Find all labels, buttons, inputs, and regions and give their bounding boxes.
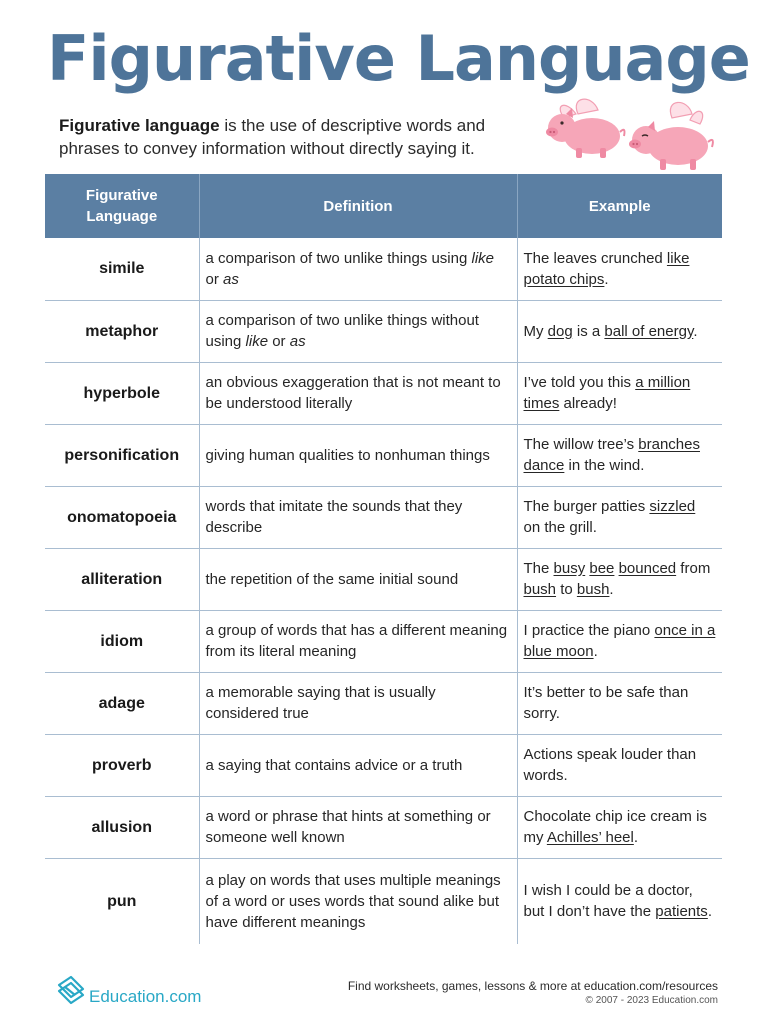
- intro-text: is the use of descriptive words and phrases to convey information without directly saying it.: [59, 116, 486, 158]
- term-cell: proverb: [45, 734, 199, 796]
- example-cell: [517, 548, 722, 610]
- text-segment: a comparison of two unlike things without using: [205, 312, 479, 350]
- table-row: [45, 424, 722, 486]
- text-segment: .: [707, 903, 712, 921]
- term-cell: personification: [45, 424, 199, 486]
- text-segment: in the wind.: [564, 457, 645, 474]
- underlined-text: busy: [553, 560, 586, 577]
- definition-cell: [199, 548, 517, 610]
- text-segment: or: [205, 270, 224, 288]
- definition-cell: [199, 672, 517, 734]
- term-cell: allusion: [45, 796, 199, 858]
- text-segment: .: [604, 270, 609, 288]
- underlined-text: bush: [576, 581, 610, 598]
- term-cell: pun: [45, 858, 199, 944]
- term-cell: idiom: [45, 610, 199, 672]
- table-row: [45, 548, 722, 610]
- flying-pigs-illustration: [540, 92, 720, 184]
- italic-text: as: [223, 270, 239, 288]
- pig-left-icon: [546, 99, 625, 158]
- term-cell: onomatopoeia: [45, 486, 199, 548]
- example-cell: [517, 300, 722, 362]
- text-segment: words that imitate the sounds that they describe: [205, 498, 463, 536]
- table-row: [45, 362, 722, 424]
- education-logo: [55, 972, 201, 1008]
- figurative-language-table: [45, 174, 722, 944]
- text-segment: I’ve told you this: [523, 374, 636, 391]
- definition-cell: [199, 238, 517, 300]
- footer-copyright: © 2007 - 2023 Education.com: [585, 995, 718, 1006]
- italic-text: as: [289, 333, 306, 350]
- text-segment: Chocolate chip ice cream is my: [523, 808, 707, 846]
- table-row: [45, 486, 722, 548]
- underlined-text: ball of energy: [604, 322, 694, 340]
- definition-cell: [199, 486, 517, 548]
- term-cell: alliteration: [45, 548, 199, 610]
- text-segment: .: [609, 581, 614, 598]
- text-segment: The burger patties: [523, 498, 650, 515]
- underlined-text: dog: [547, 322, 573, 340]
- italic-text: like: [245, 333, 269, 350]
- text-segment: .: [633, 829, 639, 846]
- example-cell: [517, 238, 722, 300]
- intro-term: Figurative language: [59, 116, 220, 135]
- definition-cell: [199, 858, 517, 944]
- definition-cell: [199, 424, 517, 486]
- text-segment: It’s better to be safe than sorry.: [523, 684, 689, 722]
- text-segment: a play on words that uses multiple meanings of a word or uses words that sound alike but have different meanings: [205, 871, 501, 931]
- header-figurative-language: Figurative Language: [45, 174, 199, 238]
- underlined-text: like potato chips: [523, 249, 690, 288]
- definition-cell: [199, 796, 517, 858]
- text-segment: .: [693, 322, 698, 340]
- header-definition: Definition: [199, 174, 517, 238]
- logo-text: Education.com: [89, 987, 202, 1006]
- table-row: [45, 300, 722, 362]
- text-segment: a saying that contains advice or a truth: [205, 756, 463, 774]
- text-segment: a memorable saying that is usually considered true: [205, 684, 436, 722]
- example-cell: [517, 610, 722, 672]
- example-cell: [517, 858, 722, 944]
- example-cell: [517, 796, 722, 858]
- text-segment: I practice the piano: [523, 622, 655, 639]
- term-cell: simile: [45, 238, 199, 300]
- page-title: Figurative Language: [47, 22, 750, 95]
- term-cell: adage: [45, 672, 199, 734]
- text-segment: a group of words that has a different meaning from its literal meaning: [205, 622, 508, 660]
- definition-cell: [199, 734, 517, 796]
- example-cell: [517, 486, 722, 548]
- definition-cell: [199, 300, 517, 362]
- text-segment: an obvious exaggeration that is not meant to be understood literally: [205, 374, 501, 412]
- text-segment: .: [593, 643, 598, 660]
- underlined-text: sizzled: [649, 498, 696, 515]
- definition-cell: [199, 362, 517, 424]
- term-cell: hyperbole: [45, 362, 199, 424]
- underlined-text: branches dance: [523, 436, 700, 474]
- underlined-text: bee: [589, 560, 615, 577]
- text-segment: I wish I could be a doctor, but I don’t have the: [523, 882, 693, 921]
- text-segment: Actions speak louder than words.: [523, 746, 697, 784]
- text-segment: giving human qualities to nonhuman things: [205, 446, 490, 464]
- text-segment: The: [523, 560, 554, 577]
- pig-right-icon: [629, 102, 713, 170]
- table-row: [45, 238, 722, 300]
- table-header-row: [45, 174, 722, 238]
- text-segment: is a: [572, 322, 605, 340]
- footer-resources-text: Find worksheets, games, lessons & more at education.com/resources: [347, 979, 718, 993]
- table-row: [45, 610, 722, 672]
- term-cell: metaphor: [45, 300, 199, 362]
- definition-cell: [199, 610, 517, 672]
- text-segment: already!: [559, 395, 617, 412]
- italic-text: like: [471, 249, 494, 267]
- table-row: [45, 672, 722, 734]
- intro-paragraph: [59, 114, 539, 160]
- text-segment: a comparison of two unlike things using: [205, 249, 472, 267]
- education-logo-icon: [55, 973, 85, 1007]
- underlined-text: bush: [523, 581, 557, 598]
- text-segment: the repetition of the same initial sound: [205, 570, 459, 588]
- header-example: Example: [517, 174, 722, 238]
- text-segment: from: [676, 560, 711, 577]
- underlined-text: Achilles’ heel: [546, 829, 634, 846]
- text-segment: on the grill.: [523, 519, 597, 536]
- example-cell: [517, 734, 722, 796]
- example-cell: [517, 672, 722, 734]
- text-segment: My: [523, 322, 548, 340]
- underlined-text: patients: [655, 903, 708, 921]
- example-cell: [517, 424, 722, 486]
- text-segment: or: [268, 333, 290, 350]
- table-row: [45, 734, 722, 796]
- underlined-text: bounced: [618, 560, 677, 577]
- example-cell: [517, 362, 722, 424]
- underlined-text: a million times: [523, 374, 691, 412]
- underlined-text: once in a blue moon: [523, 622, 716, 660]
- text-segment: The leaves crunched: [523, 249, 667, 267]
- table-row: [45, 796, 722, 858]
- text-segment: The willow tree’s: [523, 436, 639, 453]
- text-segment: to: [556, 581, 577, 598]
- footer-info: [348, 978, 718, 1008]
- table-row: [45, 858, 722, 944]
- text-segment: a word or phrase that hints at something or someone well known: [205, 808, 491, 846]
